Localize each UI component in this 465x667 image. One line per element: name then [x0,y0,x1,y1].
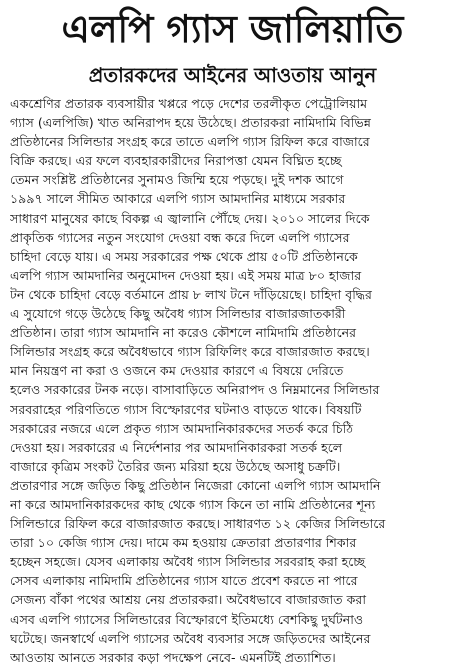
body-line: মান নিয়ন্ত্রণ না করা ও ওজনে কম দেওয়ার কারণে এ বিষয়ে দেরিতে [10,363,344,379]
body-line: তেমন সংশ্লিষ্ট প্রতিষ্ঠানের সুনামও জিম্মি হয়ে পড়ছে। দুই দশক আগে [10,172,344,188]
body-line: সেজন্য বাঁকা পথের আশ্রয় নেয় প্রতারকরা। অবৈধভাবে বাজারজাত করা [10,592,366,608]
body-line: প্রতিষ্ঠান। তারা গ্যাস আমদানি না করেও কৌশলে নামিদামি প্রতিষ্ঠানের [10,325,357,341]
body-line: প্রতারণার সঙ্গে জড়িত কিছু প্রতিষ্ঠান নিজেরা কোনো এলপি গ্যাস আমদানি [10,477,381,493]
body-line: ঘটেছে। জনস্বার্থে এলপি গ্যাসের অবৈধ ব্যবসার সঙ্গে জড়িতদের আইনের [10,630,371,646]
body-line: সিলিন্ডারে রিফিল করে বাজারজাত করছে। সাধারণত ১২ কেজির সিলিন্ডারে [10,516,386,532]
body-line: আওতায় আনতে সরকার কড়া পদক্ষেপ নেবে- এমনটিই প্রত্যাশিত। [10,649,336,665]
body-line: গ্যাস (এলপিজি) খাত অনিরাপদ হয়ে উঠেছে। প্রতারকরা নামিদামি বিভিন্ন [10,115,371,131]
body-line: সাধারণ মানুষের কাছে বিকল্প এ জ্বালানি পৌঁছে দেয়। ২০১০ সালের দিকে [10,210,370,226]
body-line: সেসব এলাকায় নামিদামি প্রতিষ্ঠানের গ্যাস যাতে প্রবেশ করতে না পারে [10,573,358,589]
body-line: বাজারে কৃত্রিম সংকট তৈরির জন্য মরিয়া হয়ে উঠেছে অসাধু চক্রটি। [10,458,341,474]
body-line: না করে আমদানিকারকদের কাছ থেকে গ্যাস কিনে তা নামি প্রতিষ্ঠানের শূন্য [10,496,376,512]
body-line: সরকারের নজরে এলে প্রকৃত গ্যাস আমদানিকারকদের সতর্ক করে চিঠি [10,420,353,436]
body-line: টন থেকে চাহিদা বেড়ে বর্তমানে প্রায় ৮ লাখ টনে দাঁড়িয়েছে। চাহিদা বৃদ্ধির [10,286,372,302]
body-line: চাহিদা বেড়ে যায়। এ সময় সরকারের পক্ষ থেকে প্রায় ৫০টি প্রতিষ্ঠানকে [10,248,358,264]
body-line: হচ্ছেন সহজে। যেসব এলাকায় অবৈধ গ্যাস সিলিন্ডার সরবরাহ করা হচ্ছে [10,554,366,570]
body-line: এ সুযোগে গড়ে উঠেছে কিছু অবৈধ গ্যাস সিলিন্ডার বাজারজাতকারী [10,306,346,322]
body-line: প্রতিষ্ঠানের সিলিন্ডার সংগ্রহ করে তাতে এলপি গ্যাস রিফিল করে বাজারে [10,134,370,150]
body-line: দেওয়া হয়। সরকারের এ নির্দেশনার পর আমদানিকারকরা সতর্ক হলে [10,439,343,455]
article-body [10,94,458,667]
body-line: সিলিন্ডার সংগ্রহ করে অবৈধভাবে গ্যাস রিফিলিং করে বাজারজাত করছে। [10,344,370,360]
body-line: প্রাকৃতিক গ্যাসের নতুন সংযোগ দেওয়া বন্ধ করে দিলে এলপি গ্যাসের [10,229,350,245]
subheadline: প্রতারকদের আইনের আওতায় আনুন [88,63,377,87]
body-line: এসব এলপি গ্যাসের সিলিন্ডারের বিস্ফোরণে ইতিমধ্যে বেশকিছু দুর্ঘটনাও [10,611,364,627]
body-line: সরবরাহের পরিণতিতে গ্যাস বিস্ফোরণের ঘটনাও বাড়তে থাকে। বিষয়টি [10,401,362,417]
body-line: একশ্রেণির প্রতারক ব্যবসায়ীর খপ্পরে পড়ে দেশের তরলীকৃত পেট্রোলিয়াম [10,96,368,111]
headline: এলপি গ্যাস জালিয়াতি [61,7,404,51]
body-line: তারা ১০ কেজি গ্যাস দেয়। দামে কম হওয়ায় ক্রেতারা প্রতারণার শিকার [10,535,357,551]
body-line: এলপি গ্যাস আমদানির অনুমোদন দেওয়া হয়। এই সময় মাত্র ৮০ হাজার [10,267,362,283]
body-line: হলেও সরকারের টনক নড়ে। বাসাবাড়িতে অনিরাপদ ও নিম্নমানের সিলিন্ডার [10,382,380,398]
body-line: বিক্রি করছে। এর ফলে ব্যবহারকারীদের নিরাপত্তা যেমন বিঘ্নিত হচ্ছে [10,153,342,169]
body-line: ১৯৯৭ সালে সীমিত আকারে এলপি গ্যাস আমদানির মাধ্যমে সরকার [10,191,346,207]
